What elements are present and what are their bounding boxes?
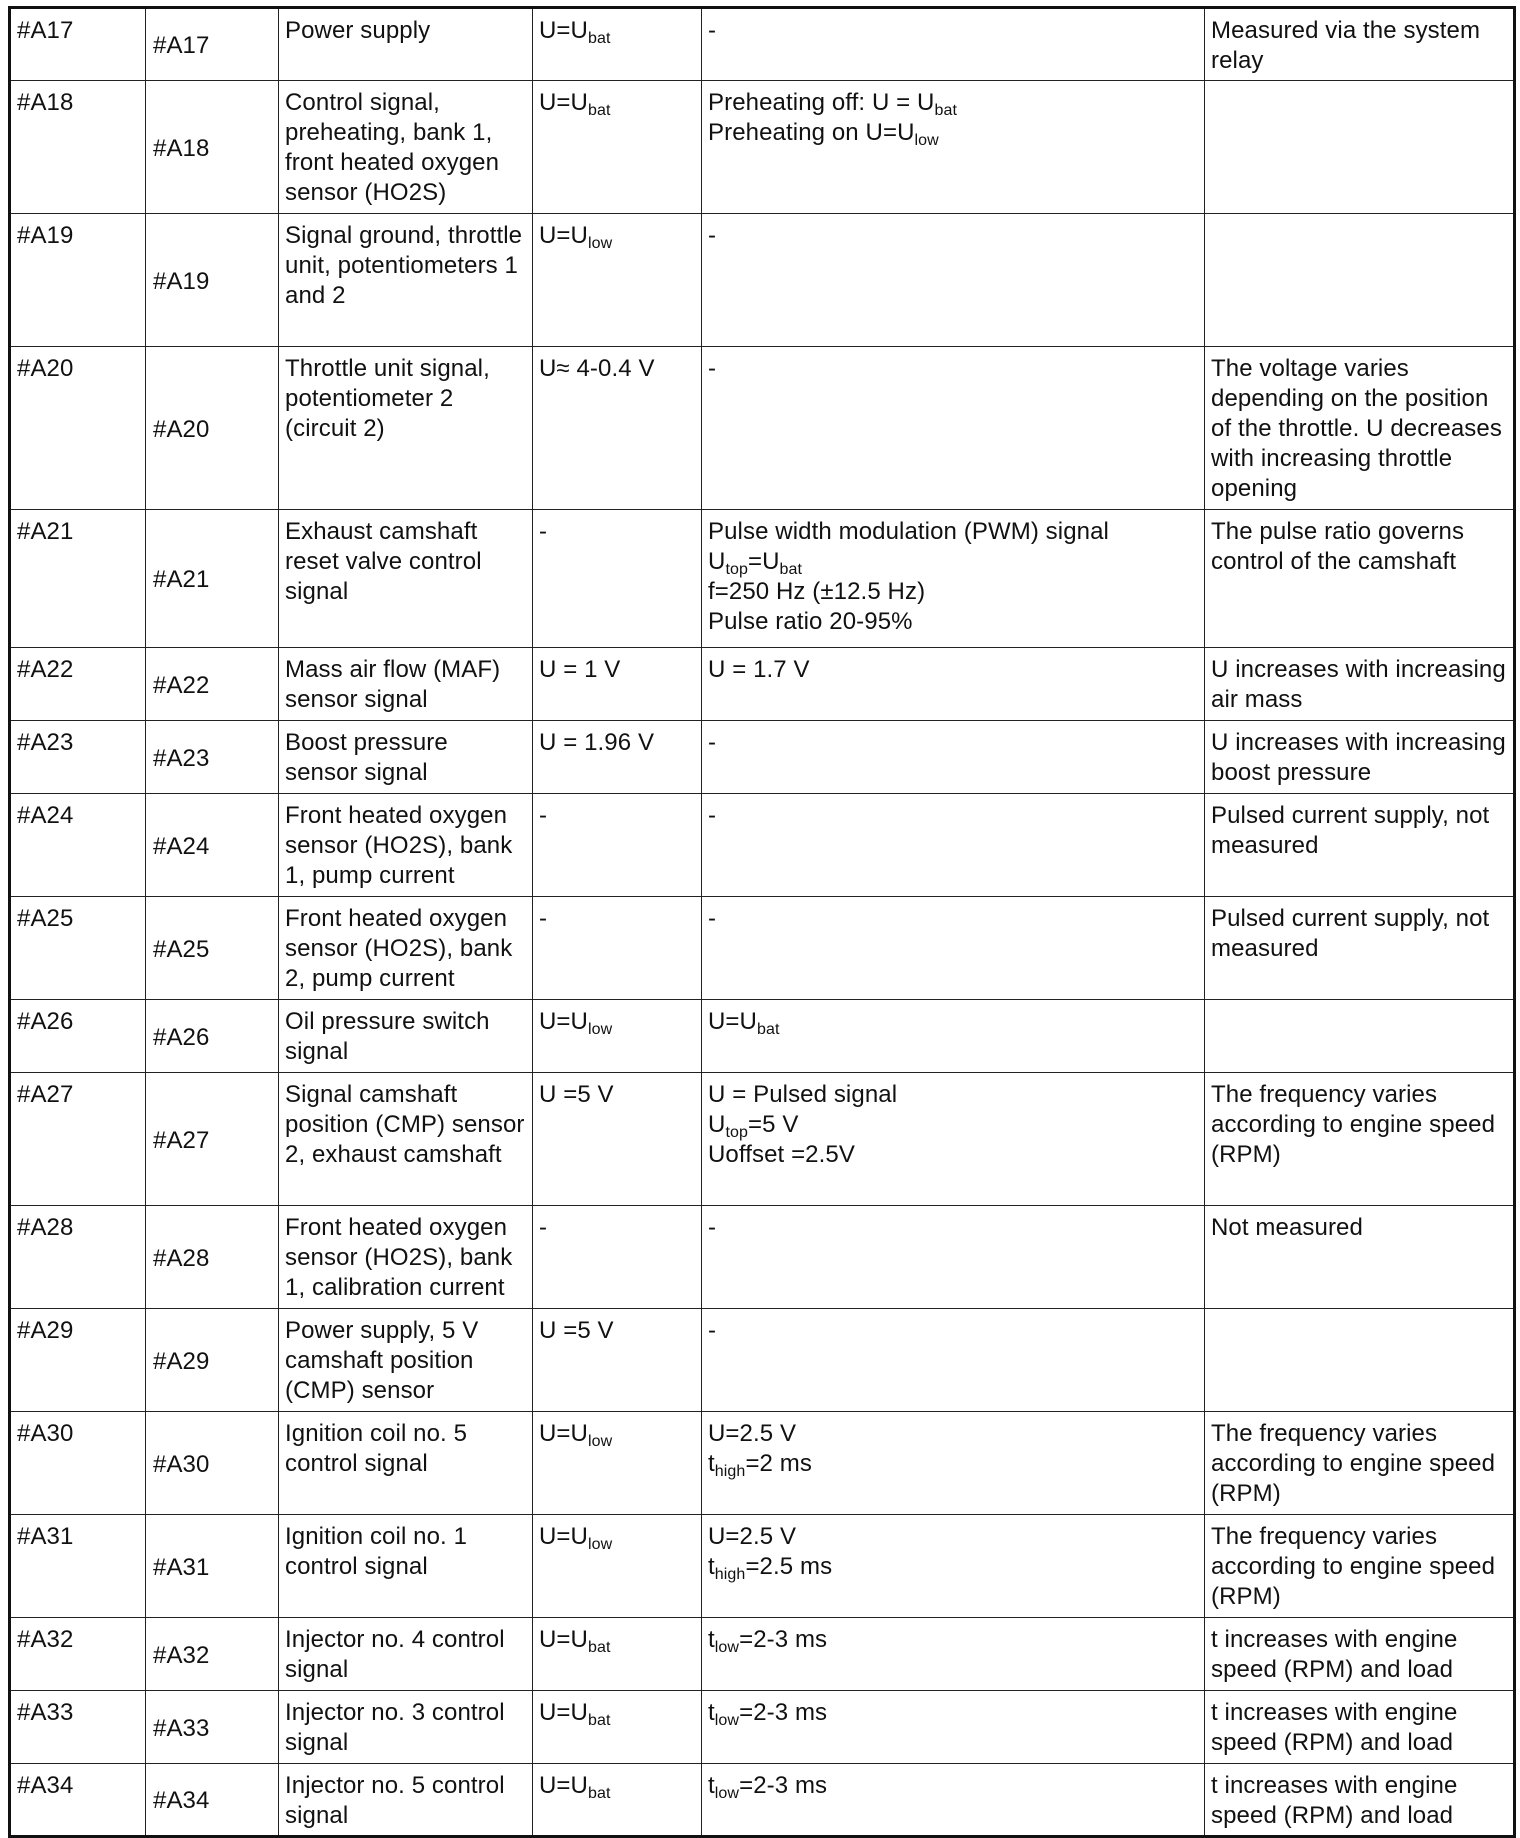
text-run: t [708,1772,715,1799]
subscript: bat [934,102,958,119]
condition2-cell [702,1000,1205,1073]
description-cell: Injector no. 4 control signal [279,1618,533,1691]
description-cell: Throttle unit signal, potentiometer 2 (circuit 2) [279,347,533,510]
cond2-line [708,655,1198,685]
cond2-line [708,1316,1198,1346]
note-cell [1205,214,1515,347]
condition1-cell [533,794,702,897]
cond2-line [708,1213,1198,1243]
cond1-line [539,1522,695,1552]
note-cell: t increases with engine speed (RPM) and load [1205,1764,1515,1837]
cond2-line [708,547,1198,577]
text-run: U=U [539,1772,588,1799]
note-cell: The voltage varies depending on the position of the throttle. U decreases with increasing throttle opening [1205,347,1515,510]
cond2-line [708,1140,1198,1170]
cond2-line [708,801,1198,831]
cond1-line [539,16,695,46]
pin-id-cell: #A27 [10,1073,146,1206]
text-run: - [708,1214,717,1241]
text-run: - [708,17,717,44]
pin-id-cell: #A20 [10,347,146,510]
cond1-line [539,1698,695,1728]
text-run: U =5 V [539,1081,614,1108]
cond2-line [708,607,1198,637]
pin-ref-cell: #A30 [146,1412,279,1515]
pin-id-cell: #A25 [10,897,146,1000]
condition2-cell [702,1412,1205,1515]
note-cell: U increases with increasing boost pressure [1205,721,1515,794]
condition2-cell [702,1691,1205,1764]
condition1-cell [533,1412,702,1515]
text-run: U=U [539,1699,588,1726]
cond2-line [708,517,1198,547]
text-run: f=250 Hz (±12.5 Hz) [708,578,926,605]
text-run: =5 V [747,1111,799,1138]
subscript: low [714,1712,740,1729]
text-run: - [539,802,548,829]
condition1-cell [533,1618,702,1691]
condition1-cell [533,1000,702,1073]
text-run: =2 ms [745,1450,812,1477]
table-row [10,897,1515,1000]
subscript: top [725,561,748,578]
condition2-cell [702,81,1205,214]
text-run: Uoffset =2.5V [708,1141,855,1168]
subscript: low [587,1536,613,1553]
table-row [10,721,1515,794]
table-row [10,1000,1515,1073]
cond1-line [539,1316,695,1346]
cond1-line [539,1625,695,1655]
subscript: low [914,132,939,149]
text-run: t [708,1699,715,1726]
cond2-line [708,118,1198,148]
cond2-line [708,1080,1198,1110]
condition1-cell [533,1309,702,1412]
text-run: - [708,905,717,932]
pin-ref-cell: #A26 [146,1000,279,1073]
pin-ref-cell: #A27 [146,1073,279,1206]
text-run: - [708,355,717,382]
text-run: U=U [539,1008,588,1035]
pin-id-cell: #A34 [10,1764,146,1837]
subscript: top [725,1124,748,1141]
text-run: U = 1.7 V [708,656,810,683]
pin-id-cell: #A21 [10,510,146,648]
cond1-line [539,88,695,118]
text-run: U≈ 4-0.4 V [539,355,655,382]
text-run: U=U [539,1523,588,1550]
table-row [10,510,1515,648]
description-cell: Boost pressure sensor signal [279,721,533,794]
table-row [10,81,1515,214]
cond2-line [708,1552,1198,1582]
condition2-cell [702,648,1205,721]
text-run: U=U [539,1420,588,1447]
cond2-line [708,904,1198,934]
text-run: - [539,1214,548,1241]
text-run: U=U [539,17,588,44]
table-row [10,794,1515,897]
condition1-cell [533,648,702,721]
condition1-cell [533,8,702,81]
note-cell: The frequency varies according to engine speed (RPM) [1205,1412,1515,1515]
description-cell: Signal camshaft position (CMP) sensor 2, exhaust camshaft [279,1073,533,1206]
condition2-cell [702,510,1205,648]
text-run: - [539,905,548,932]
text-run: Pulse width modulation (PWM) signal [708,518,1109,545]
pin-id-cell: #A30 [10,1412,146,1515]
cond1-line [539,801,695,831]
pin-id-cell: #A24 [10,794,146,897]
note-cell: Not measured [1205,1206,1515,1309]
description-cell: Front heated oxygen sensor (HO2S), bank 2, pump current [279,897,533,1000]
subscript: bat [756,1021,780,1038]
note-cell: The pulse ratio governs control of the camshaft [1205,510,1515,648]
pin-id-cell: #A23 [10,721,146,794]
condition2-cell [702,1206,1205,1309]
table-row [10,1309,1515,1412]
condition2-cell [702,1618,1205,1691]
description-cell: Power supply [279,8,533,81]
cond1-line [539,1419,695,1449]
cond1-line [539,221,695,251]
subscript: bat [587,1785,611,1802]
condition1-cell [533,347,702,510]
cond2-line [708,354,1198,384]
note-cell: The frequency varies according to engine speed (RPM) [1205,1073,1515,1206]
text-run: =2-3 ms [739,1699,828,1726]
cond2-line [708,728,1198,758]
cond2-line [708,1419,1198,1449]
pin-id-cell: #A28 [10,1206,146,1309]
text-run: Preheating on U=U [708,119,915,146]
text-run: U=2.5 V [708,1420,797,1447]
text-run: U =5 V [539,1317,614,1344]
note-cell: t increases with engine speed (RPM) and load [1205,1691,1515,1764]
text-run: U = Pulsed signal [708,1081,898,1108]
text-run: U=U [539,89,588,116]
cond2-line [708,577,1198,607]
note-cell: U increases with increasing air mass [1205,648,1515,721]
note-cell [1205,81,1515,214]
pin-ref-cell: #A23 [146,721,279,794]
description-cell: Mass air flow (MAF) sensor signal [279,648,533,721]
cond2-line [708,16,1198,46]
text-run: U [708,1111,726,1138]
text-run: t [708,1450,715,1477]
note-cell: Pulsed current supply, not measured [1205,897,1515,1000]
pin-id-cell: #A29 [10,1309,146,1412]
condition2-cell [702,1073,1205,1206]
subscript: low [587,1021,613,1038]
pin-ref-cell: #A18 [146,81,279,214]
description-cell: Front heated oxygen sensor (HO2S), bank 1, calibration current [279,1206,533,1309]
pin-ref-cell: #A25 [146,897,279,1000]
table-row [10,1515,1515,1618]
text-run: - [708,222,717,249]
subscript: bat [587,30,611,47]
pin-id-cell: #A26 [10,1000,146,1073]
table-row [10,1206,1515,1309]
pin-ref-cell: #A20 [146,347,279,510]
subscript: high [714,1566,746,1583]
subscript: low [714,1785,740,1802]
pin-id-cell: #A19 [10,214,146,347]
text-run: - [539,518,548,545]
pin-ref-cell: #A17 [146,8,279,81]
subscript: low [587,1433,613,1450]
condition2-cell [702,721,1205,794]
condition1-cell [533,897,702,1000]
text-run: U = 1 V [539,656,621,683]
subscript: bat [587,1712,611,1729]
cond1-line [539,517,695,547]
pin-table-body [10,8,1515,1837]
table-row [10,8,1515,81]
text-run: =2.5 ms [745,1553,833,1580]
condition1-cell [533,214,702,347]
pin-ref-cell: #A19 [146,214,279,347]
note-cell: Measured via the system relay [1205,8,1515,81]
pin-id-cell: #A33 [10,1691,146,1764]
cond1-line [539,1771,695,1801]
cond2-line [708,1110,1198,1140]
table-row [10,1764,1515,1837]
description-cell: Injector no. 5 control signal [279,1764,533,1837]
text-run: U=U [539,1626,588,1653]
pin-table-page [8,6,1513,1838]
cond1-line [539,354,695,384]
pin-id-cell: #A18 [10,81,146,214]
subscript: low [587,235,613,252]
pin-ref-cell: #A32 [146,1618,279,1691]
table-row [10,1073,1515,1206]
condition1-cell [533,1206,702,1309]
condition2-cell [702,8,1205,81]
condition2-cell [702,1764,1205,1837]
subscript: high [714,1463,746,1480]
text-run: =2-3 ms [739,1626,828,1653]
cond1-line [539,655,695,685]
cond1-line [539,1007,695,1037]
condition1-cell [533,81,702,214]
condition1-cell [533,1691,702,1764]
text-run: - [708,802,717,829]
table-row [10,1412,1515,1515]
pin-ref-cell: #A31 [146,1515,279,1618]
description-cell: Oil pressure switch signal [279,1000,533,1073]
text-run: U=U [708,1008,757,1035]
text-run: U=U [539,222,588,249]
cond1-line [539,728,695,758]
note-cell: t increases with engine speed (RPM) and load [1205,1618,1515,1691]
text-run: Pulse ratio 20-95% [708,608,913,635]
text-run: =2-3 ms [739,1772,828,1799]
pin-ref-cell: #A24 [146,794,279,897]
subscript: bat [587,1639,611,1656]
pin-ref-cell: #A28 [146,1206,279,1309]
pin-id-cell: #A17 [10,8,146,81]
text-run: - [708,729,717,756]
condition2-cell [702,347,1205,510]
cond2-line [708,1698,1198,1728]
cond1-line [539,1080,695,1110]
cond2-line [708,1449,1198,1479]
description-cell: Control signal, preheating, bank 1, front heated oxygen sensor (HO2S) [279,81,533,214]
pin-ref-cell: #A33 [146,1691,279,1764]
text-run: U = 1.96 V [539,729,655,756]
description-cell: Exhaust camshaft reset valve control signal [279,510,533,648]
table-row [10,1618,1515,1691]
condition2-cell [702,214,1205,347]
subscript: bat [779,561,803,578]
description-cell: Signal ground, throttle unit, potentiometers 1 and 2 [279,214,533,347]
subscript: low [714,1639,740,1656]
note-cell: The frequency varies according to engine speed (RPM) [1205,1515,1515,1618]
text-run: Preheating off: U = U [708,89,935,116]
cond2-line [708,1771,1198,1801]
text-run: U [708,548,726,575]
note-cell [1205,1309,1515,1412]
condition1-cell [533,1515,702,1618]
subscript: bat [587,102,611,119]
description-cell: Ignition coil no. 1 control signal [279,1515,533,1618]
cond2-line [708,1522,1198,1552]
text-run: - [708,1317,717,1344]
condition1-cell [533,1764,702,1837]
description-cell: Power supply, 5 V camshaft position (CMP) sensor [279,1309,533,1412]
pin-ref-cell: #A22 [146,648,279,721]
note-cell: Pulsed current supply, not measured [1205,794,1515,897]
text-run: t [708,1553,715,1580]
description-cell: Ignition coil no. 5 control signal [279,1412,533,1515]
table-row [10,347,1515,510]
pin-id-cell: #A22 [10,648,146,721]
pin-ref-cell: #A34 [146,1764,279,1837]
description-cell: Injector no. 3 control signal [279,1691,533,1764]
table-row [10,1691,1515,1764]
cond2-line [708,88,1198,118]
cond2-line [708,1625,1198,1655]
pin-table [8,6,1516,1838]
table-row [10,648,1515,721]
cond1-line [539,904,695,934]
condition2-cell [702,897,1205,1000]
text-run: t [708,1626,715,1653]
condition2-cell [702,794,1205,897]
description-cell: Front heated oxygen sensor (HO2S), bank 1, pump current [279,794,533,897]
cond1-line [539,1213,695,1243]
condition2-cell [702,1515,1205,1618]
pin-id-cell: #A32 [10,1618,146,1691]
text-run: U=2.5 V [708,1523,797,1550]
pin-ref-cell: #A21 [146,510,279,648]
pin-ref-cell: #A29 [146,1309,279,1412]
condition1-cell [533,721,702,794]
pin-id-cell: #A31 [10,1515,146,1618]
cond2-line [708,1007,1198,1037]
note-cell [1205,1000,1515,1073]
table-row [10,214,1515,347]
condition1-cell [533,510,702,648]
condition1-cell [533,1073,702,1206]
text-run: =U [747,548,780,575]
cond2-line [708,221,1198,251]
condition2-cell [702,1309,1205,1412]
